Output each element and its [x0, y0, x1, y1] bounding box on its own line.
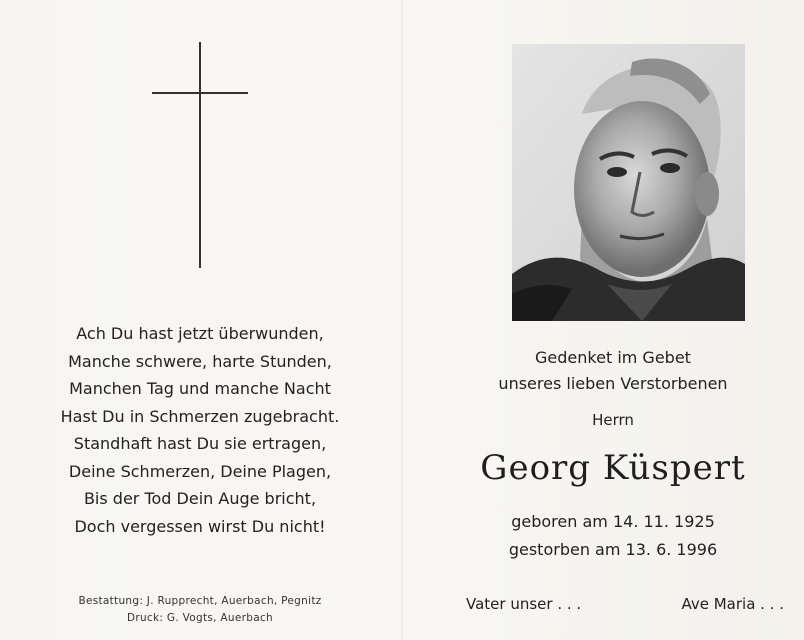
prayer-ave-maria: Ave Maria . . . — [681, 595, 784, 613]
died-date: 13. 6. 1996 — [625, 540, 718, 559]
cross-icon — [150, 42, 250, 268]
cross-vertical-bar — [199, 42, 201, 268]
card-fold — [401, 0, 403, 640]
memorial-caption — [430, 345, 796, 433]
burial-credit: Bestattung: J. Rupprecht, Auerbach, Pegnitz — [78, 595, 322, 607]
poem-line: Hast Du in Schmerzen zugebracht. — [60, 406, 340, 426]
poem-line: Ach Du hast jetzt überwunden, — [76, 324, 324, 343]
caption-line-2: unseres lieben Verstorbenen — [498, 374, 728, 393]
poem-line: Bis der Tod Dein Auge bricht, — [83, 489, 317, 508]
born-label: geboren am — [511, 512, 608, 531]
portrait-photo — [512, 44, 745, 321]
died-row — [430, 536, 796, 564]
poem-line: Manche schwere, harte Stunden, — [68, 351, 332, 371]
poem-line: Deine Schmerzen, Deine Plagen, — [68, 461, 332, 481]
cross-horizontal-bar — [152, 92, 248, 94]
printer-credits — [20, 593, 380, 627]
poem-line: Standhaft hast Du sie ertragen, — [73, 434, 327, 453]
poem-line: Doch vergessen wirst Du nicht! — [74, 516, 326, 536]
poem-line: Manchen Tag und manche Nacht — [69, 379, 331, 398]
life-dates — [430, 508, 796, 564]
born-date: 14. 11. 1925 — [612, 512, 715, 531]
honorific: Herrn — [592, 411, 634, 429]
prayer-vater-unser: Vater unser . . . — [466, 595, 582, 613]
print-credit: Druck: G. Vogts, Auerbach — [127, 612, 273, 624]
caption-line-1: Gedenket im Gebet — [535, 348, 691, 367]
memorial-poem — [20, 320, 380, 540]
died-label: gestorben am — [508, 540, 621, 559]
born-row — [430, 508, 796, 536]
deceased-name: Georg Küspert — [480, 448, 746, 488]
